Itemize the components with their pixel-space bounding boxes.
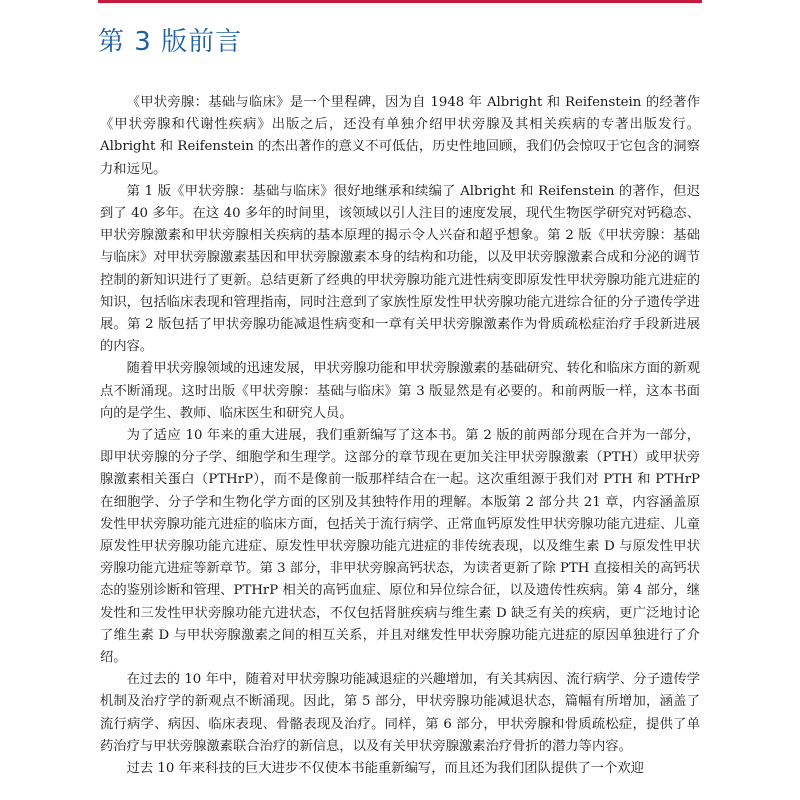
preface-body bbox=[100, 92, 700, 780]
paragraph: 第 1 版《甲状旁腺：基础与临床》很好地继承和续编了 Albright 和 Reifenstein 的著作，但迟到了 40 多年。在这 40 多年的时间里，该领域以引人注目的速度发展，现代生物医学研究对钙稳态、甲状旁腺激素和甲状旁腺相关疾病的基本原理的揭示令人兴奋和超乎想象。第 2 版《甲状旁腺：基础与临床》对甲状旁腺激素基因和甲状旁腺激素本身的结构和功能，以及甲状旁腺激素合成和分泌的调节控制的新知识进行了更新。总结更新了经典的甲状旁腺功能亢进性病变即原发性甲状旁腺功能亢进症的知识，包括临床表现和管理指南，同时注意到了家族性原发性甲状旁腺功能亢进综合征的分子遗传学进展。第 2 版包括了甲状旁腺功能减退性病变和一章有关甲状旁腺激素作为骨质疏松症治疗手段新进展的内容。 bbox=[100, 183, 700, 355]
paragraph: 为了适应 10 年来的重大进展，我们重新编写了这本书。第 2 版的前两部分现在合并为一部分，即甲状旁腺的分子学、细胞学和生理学。这部分的章节现在更加关注甲状旁腺激素（PTH）或甲状旁腺激素相关蛋白（PTHrP），而不是像前一版那样结合在一起。这次重组源于我们对 PTH 和 PTHrP 在细胞学、分子学和生物化学方面的区别及其独特作用的理解。本版第 2 部分共 21 章，内容涵盖原发性甲状旁腺功能亢进症的临床方面，包括关于流行病学、正常血钙原发性甲状旁腺功能亢进症、儿童原发性甲状旁腺功能亢进症、原发性甲状旁腺功能亢进症的非传统表现，以及维生素 D 与原发性甲状旁腺功能亢进症等新章节。第 3 部分，非甲状旁腺高钙状态，为读者更新了除 PTH 直接相关的高钙状态的鉴别诊断和管理、PTHrP 相关的高钙血症、原位和异位综合征，以及遗传性疾病。第 4 部分，继发性和三发性甲状旁腺功能亢进状态，不仅包括肾脏疾病与维生素 D 缺乏有关的疾病，更广泛地讨论了维生素 D 与甲状旁腺激素之间的相互关系，并且对继发性甲状旁腺功能亢进症的原因单独进行了介绍。 bbox=[100, 428, 700, 666]
paragraph: 《甲状旁腺：基础与临床》是一个里程碑，因为自 1948 年 Albright 和 Reifenstein 的经著作《甲状旁腺和代谢性疾病》出版之后，还没有单独介绍甲状旁腺及其相关疾病的专著出版发行。Albright 和 Reifenstein 的杰出著作的意义不可低估，历史性地回顾，我们仍会惊叹于它包含的洞察力和远见。 bbox=[100, 95, 700, 177]
paragraph: 过去 10 年来科技的巨大进步不仅使本书能重新编写，而且还为我们团队提供了一个欢迎 bbox=[126, 761, 644, 777]
header-accent-rule bbox=[98, 0, 702, 3]
paragraph: 随着甲状旁腺领域的迅速发展，甲状旁腺功能和甲状旁腺激素的基础研究、转化和临床方面的新观点不断涌现。这时出版《甲状旁腺：基础与临床》第 3 版显然是有必要的。和前两版一样，这本书面向的是学生、教师、临床医生和研究人员。 bbox=[100, 361, 700, 421]
paragraph: 在过去的 10 年中，随着对甲状旁腺功能减退症的兴趣增加，有关其病因、流行病学、分子遗传学机制及治疗学的新观点不断涌现。因此，第 5 部分，甲状旁腺功能减退状态，篇幅有所增加，涵盖了流行病学、病因、临床表现、骨骼表现及治疗。同样，第 6 部分，甲状旁腺和骨质疏松症，提供了单药治疗与甲状旁腺激素联合治疗的新信息，以及有关甲状旁腺激素治疗骨折的潜力等内容。 bbox=[100, 672, 700, 754]
page-title: 第 3 版前言 bbox=[98, 27, 243, 57]
